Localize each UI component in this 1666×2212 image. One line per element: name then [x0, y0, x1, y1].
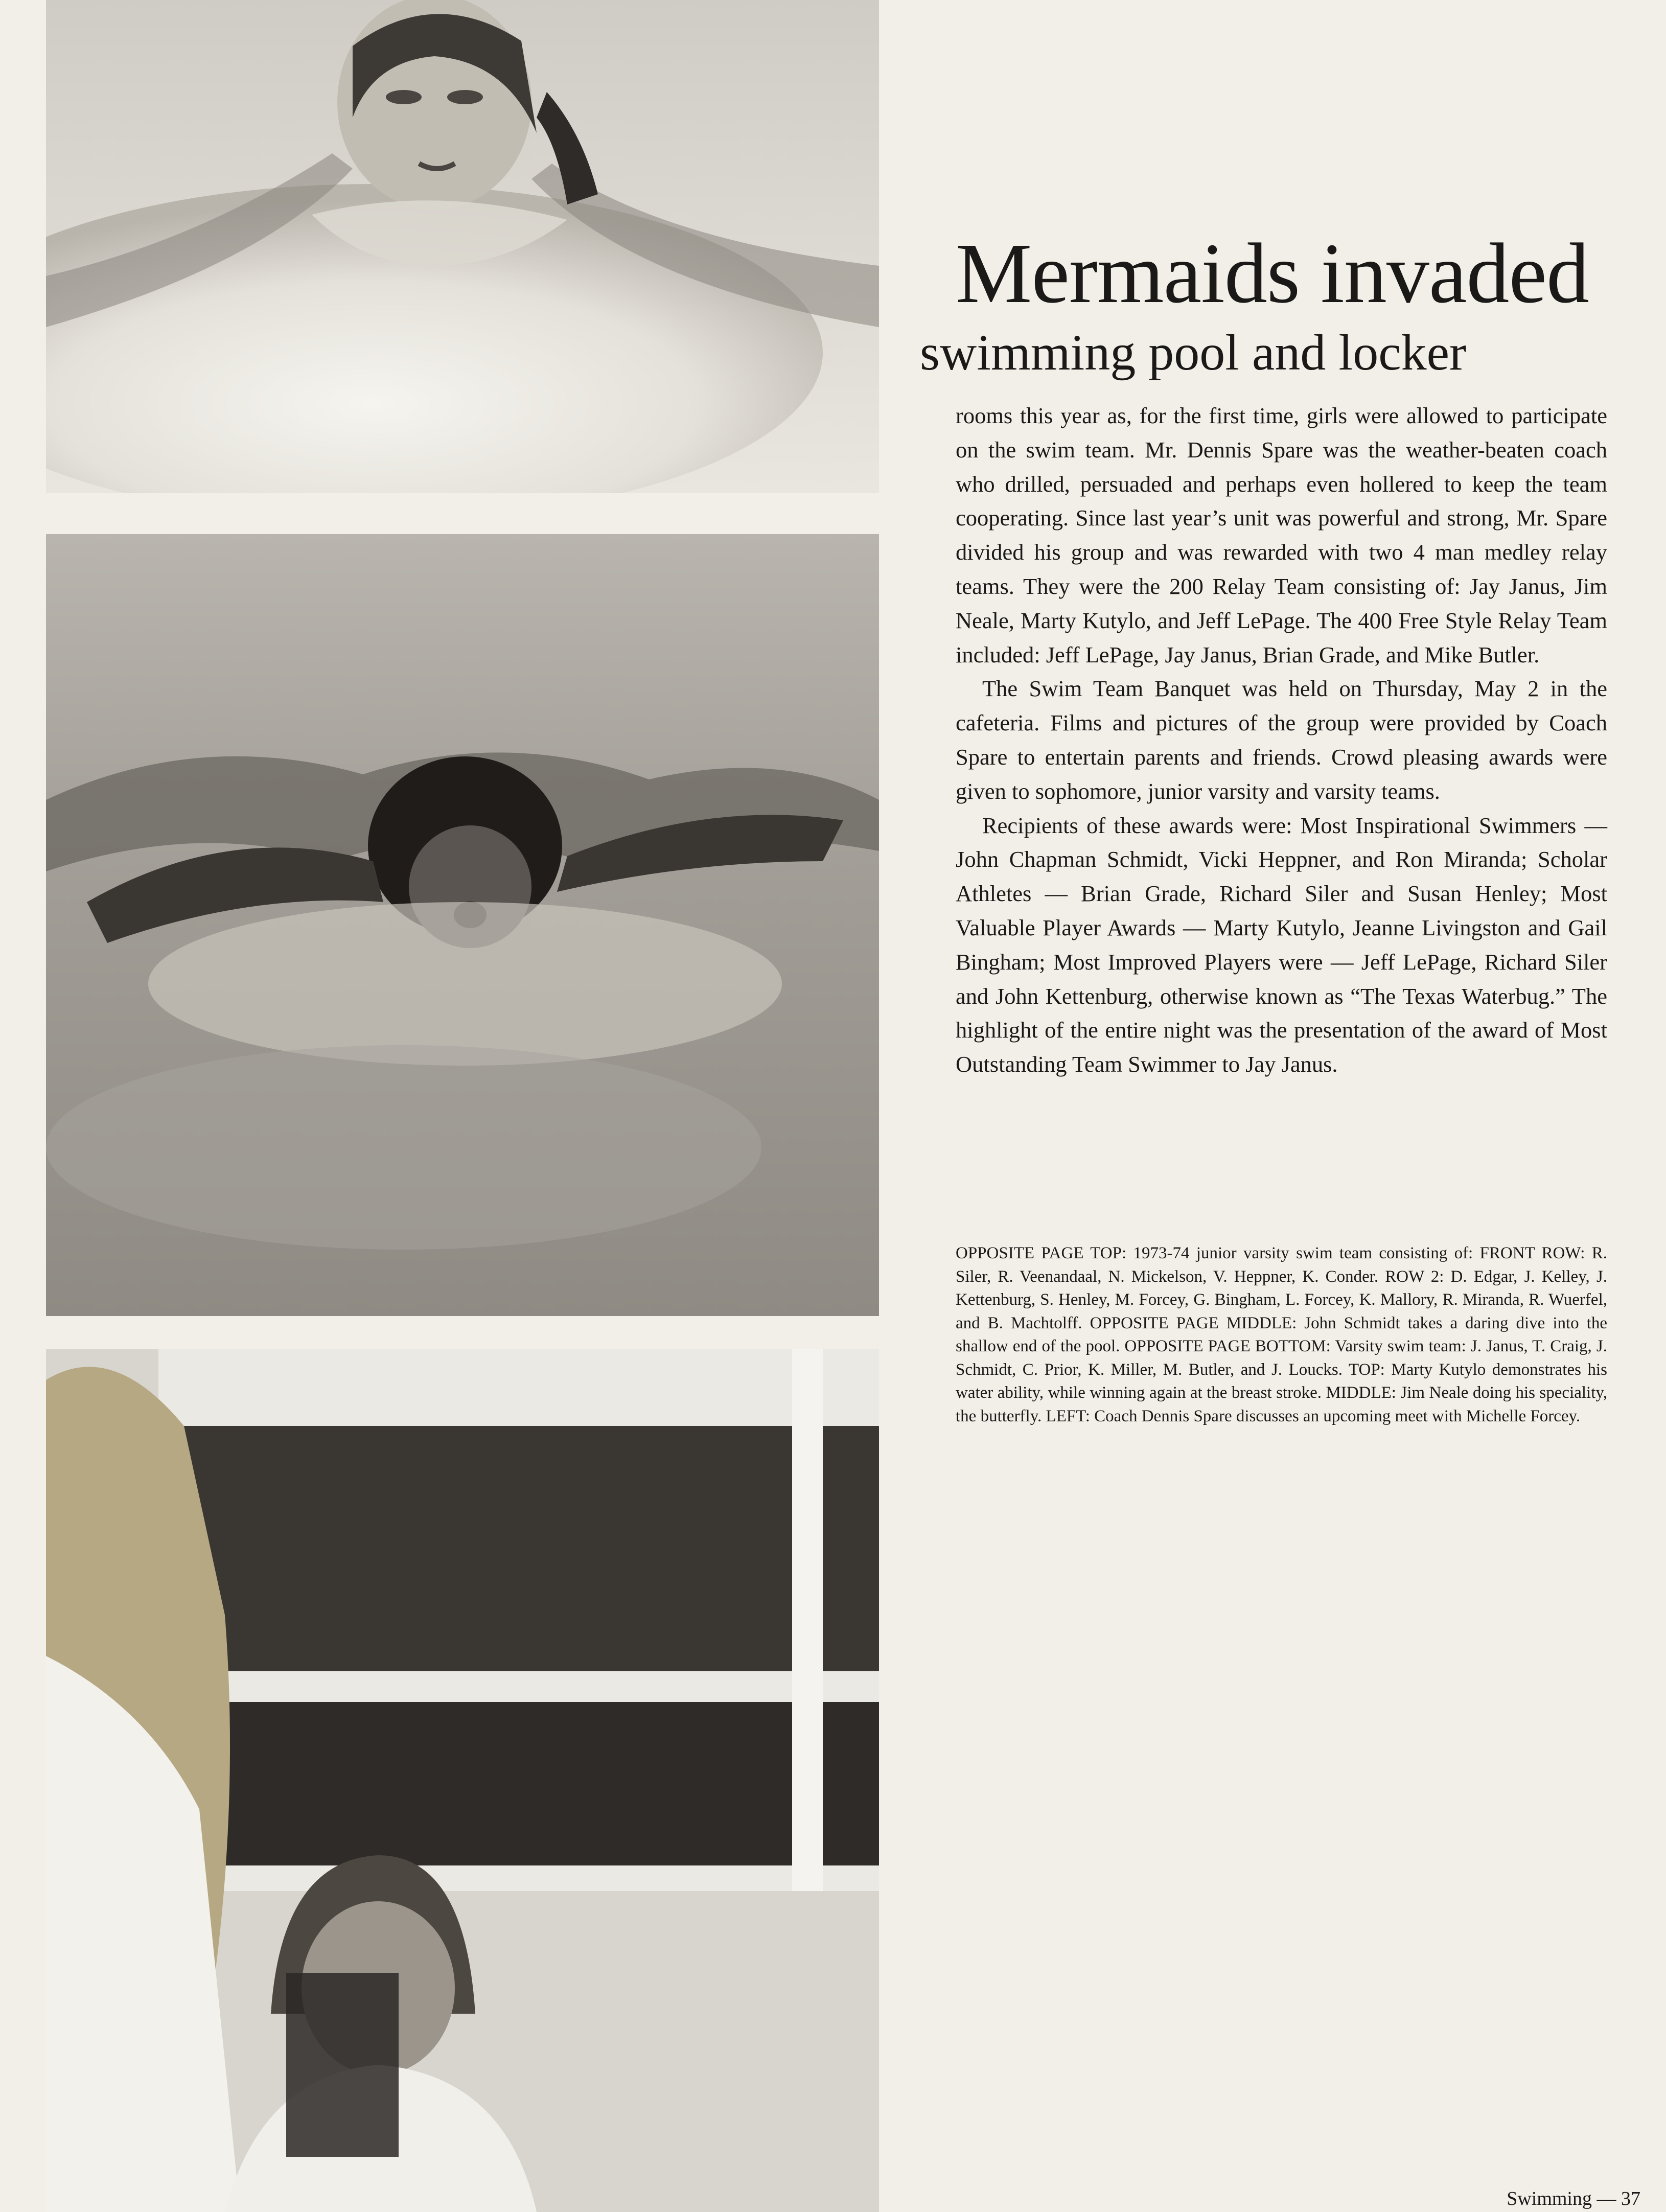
photo-coach-and-swimmer	[46, 1349, 879, 2212]
article-paragraph: rooms this year as, for the first time, girls were allowed to participate on the swim team. Mr. Dennis Spare was the weather-beaten coach who drilled, persuaded and perhaps even hollered to keep the team cooperating. Since last year’s unit was powerful and strong, Mr. Spare divided his group and was rewarded with two 4 man medley relay teams. They were the 200 Relay Team consisting of: Jay Janus, Jim Neale, Marty Kutylo, and Jeff LePage. The 400 Free Style Relay Team included: Jeff LePage, Jay Janus, Brian Grade, and Mike Butler.	[956, 403, 1607, 667]
photo-caption: OPPOSITE PAGE TOP: 1973-74 junior varsity swim team consisting of: FRONT ROW: R. Siler, R. Veenandaal, N. Mickelson, V. Heppner, K. Conder. ROW 2: D. Edgar, J. Kelley, J. Kettenburg, S. Henley, M. Forcey, G. Bingham, L. Forcey, K. Mallory, R. Miranda, R. Wuerfel, and B. Machtolff. OPPOSITE PAGE MIDDLE: John Schmidt takes a daring dive into the shallow end of the pool. OPPOSITE PAGE BOTTOM: Varsity swim team: J. Janus, T. Craig, J. Schmidt, C. Prior, K. Miller, M. Butler, and J. Loucks. TOP: Marty Kutylo demonstrates his water ability, while winning again at the breast stroke. MIDDLE: Jim Neale doing his speciality, the butterfly. LEFT: Coach Dennis Spare discusses an upcoming meet with Michelle Forcey.	[956, 1244, 1607, 1425]
article-paragraph: The Swim Team Banquet was held on Thursday, May 2 in the cafeteria. Films and pictures of the group were provided by Coach Spare to entertain parents and friends. Crowd pleasing awards were given to sophomore, junior varsity and varsity teams.	[956, 676, 1607, 804]
subheadline: swimming pool and locker	[920, 324, 1467, 381]
photo-swimmer-breaststroke	[46, 0, 879, 493]
photo-swimmer-butterfly	[46, 534, 879, 1316]
article-paragraph: Recipients of these awards were: Most Inspirational Swimmers — John Chapman Schmidt, Vicki Heppner, and Ron Miranda; Scholar Athletes — Brian Grade, Richard Siler and Susan Henley; Most Valuable Player Awards — Marty Kutylo, Jeanne Livingston and Gail Bingham; Most Improved Players were — Jeff LePage, Richard Siler and John Kettenburg, otherwise known as “The Texas Waterbug.” The highlight of the entire night was the presentation of the award of Most Outstanding Team Swimmer to Jay Janus.	[956, 812, 1607, 1077]
article-body	[956, 399, 1607, 1081]
headline: Mermaids invaded	[956, 226, 1589, 321]
page-folio: Swimming — 37	[1507, 2188, 1640, 2209]
